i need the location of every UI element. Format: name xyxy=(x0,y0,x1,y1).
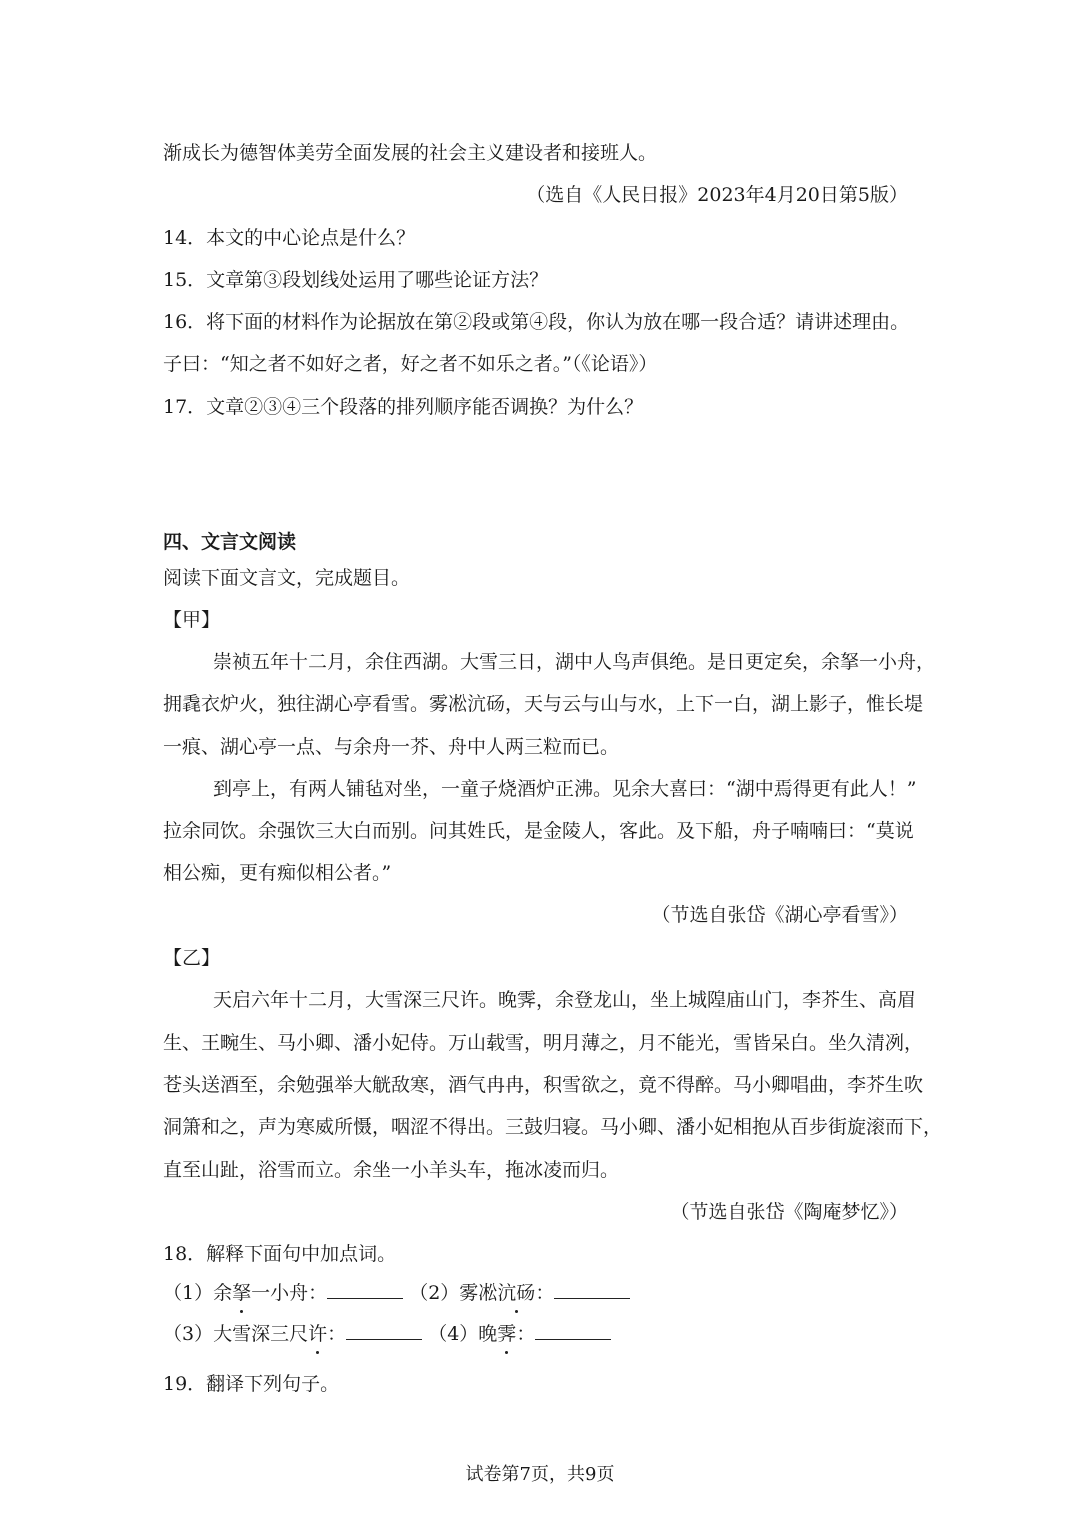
q18-item-1-answer-blank[interactable] xyxy=(327,1280,403,1299)
question-18-row-1 xyxy=(163,1279,630,1307)
q18-item-3-answer-blank[interactable] xyxy=(346,1321,422,1340)
question-16-material: 子曰：“知之者不如好之者，好之者不如乐之者。”（《论语》） xyxy=(163,353,658,375)
question-15: 15．文章第③段划线处运用了哪些论证方法？ xyxy=(163,269,549,291)
passage-closing-line: 渐成长为德智体美劳全面发展的社会主义建设者和接班人。 xyxy=(163,142,658,164)
q18-item-4-number: （4） xyxy=(428,1323,479,1345)
q18-item-2-dotted-word: 沆砀 xyxy=(497,1279,535,1307)
question-14: 14．本文的中心论点是什么？ xyxy=(163,227,416,249)
q18-item-3-number: （3） xyxy=(163,1323,214,1345)
q18-item-3-dotted-word: 许 xyxy=(308,1320,327,1348)
q18-item-2-number: （2） xyxy=(409,1282,460,1304)
text-a-source: （节选自张岱《湖心亭看雪》） xyxy=(651,904,908,926)
q18-item-1-post: 一小舟： xyxy=(251,1282,328,1304)
q18-item-3-pre: 大雪深三尺 xyxy=(213,1323,309,1345)
q18-item-4-answer-blank[interactable] xyxy=(535,1321,611,1340)
q18-item-1-dotted-word: 拏 xyxy=(232,1279,251,1307)
question-18-title: 18．解释下面句中加点词。 xyxy=(163,1243,397,1265)
page-footer: 试卷第7页，共9页 xyxy=(465,1464,615,1485)
text-a-line: 相公痴，更有痴似相公者。” xyxy=(163,862,392,884)
text-b-line: 天启六年十二月，大雪深三尺许。晚霁，余登龙山，坐上城隍庙山门，李芥生、高眉 xyxy=(213,989,917,1011)
text-a-label: 【甲】 xyxy=(163,609,221,631)
section-four-instruction: 阅读下面文言文，完成题目。 xyxy=(163,567,411,589)
q18-item-1-number: （1） xyxy=(163,1282,214,1304)
passage-source: （选自《人民日报》2023年4月20日第5版） xyxy=(526,184,908,206)
section-four-title: 四、文言文阅读 xyxy=(163,531,297,553)
question-16: 16．将下面的材料作为论据放在第②段或第④段，你认为放在哪一段合适？请讲述理由。 xyxy=(163,311,910,333)
q18-item-3-post: ： xyxy=(327,1323,347,1345)
text-a-line: 拥毳衣炉火，独往湖心亭看雪。雾凇沆砀，天与云与山与水，上下一白，湖上影子，惟长堤 xyxy=(163,693,924,715)
text-a-line: 到亭上，有两人铺毡对坐，一童子烧酒炉正沸。见余大喜曰：“湖中焉得更有此人！” xyxy=(213,778,917,800)
text-a-line: 拉余同饮。余强饮三大白而别。问其姓氏，是金陵人，客此。及下船，舟子喃喃曰：“莫说 xyxy=(163,820,914,842)
q18-item-4-post: ： xyxy=(516,1323,536,1345)
q18-item-2-answer-blank[interactable] xyxy=(554,1280,630,1299)
text-a-line: 崇祯五年十二月，余住西湖。大雪三日，湖中人鸟声俱绝。是日更定矣，余拏一小舟， xyxy=(213,651,936,673)
text-b-line: 苍头送酒至，余勉强举大觥敌寒，酒气冉冉，积雪欲之，竟不得醉。马小卿唱曲，李芥生吹 xyxy=(163,1074,924,1096)
q18-item-2-pre: 雾凇 xyxy=(459,1282,498,1304)
text-b-source: （节选自张岱《陶庵梦忆》） xyxy=(670,1201,908,1223)
q18-item-2-post: ： xyxy=(535,1282,555,1304)
q18-item-1-pre: 余 xyxy=(213,1282,233,1304)
text-b-line: 生、王畹生、马小卿、潘小妃侍。万山载雪，明月薄之，月不能光，雪皆呆白。坐久清冽， xyxy=(163,1032,924,1054)
text-b-line: 直至山趾，浴雪而立。余坐一小羊头车，拖冰凌而归。 xyxy=(163,1159,620,1181)
text-a-line: 一痕、湖心亭一点、与余舟一芥、舟中人两三粒而已。 xyxy=(163,736,620,758)
question-18-row-2 xyxy=(163,1320,611,1348)
q18-item-4-pre: 晚 xyxy=(478,1323,498,1345)
q18-item-4-dotted-word: 霁 xyxy=(497,1320,516,1348)
text-b-line: 洞箫和之，声为寒威所慑，咽涩不得出。三鼓归寝。马小卿、潘小妃相抱从百步街旋滚而下， xyxy=(163,1116,943,1138)
question-17: 17．文章②③④三个段落的排列顺序能否调换？为什么？ xyxy=(163,396,644,418)
question-19-title: 19．翻译下列句子。 xyxy=(163,1373,340,1395)
text-b-label: 【乙】 xyxy=(163,947,221,969)
